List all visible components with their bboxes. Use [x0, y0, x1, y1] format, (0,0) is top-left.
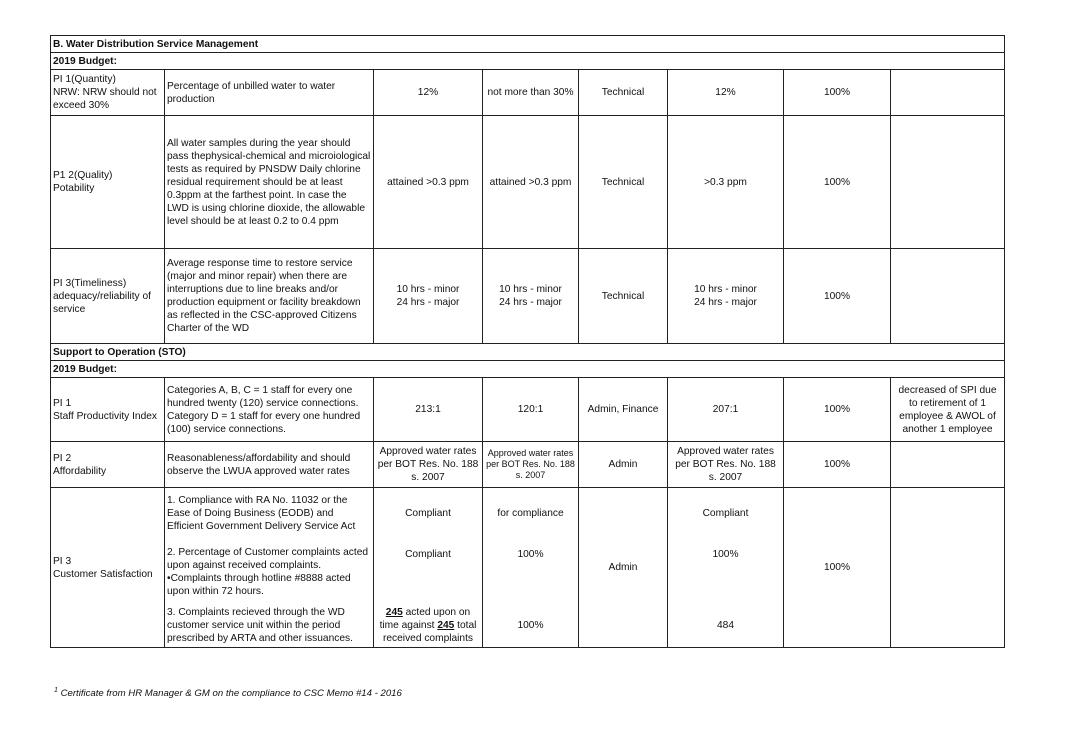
target-text: acted upon on time against [379, 606, 471, 631]
footnote-marker: 1 [54, 687, 58, 694]
target-cell: 12% [374, 70, 483, 116]
section-header-row [51, 344, 1005, 361]
unit-cell: Technical [579, 70, 668, 116]
actual-cell: Approved water rates per BOT Res. No. 188 s. 2007 [668, 442, 784, 488]
description-cell: 3. Complaints recieved through the WD customer service unit within the period prescribed by ARTA and other issuances. [165, 604, 374, 648]
target-major: 24 hrs - major [396, 297, 460, 308]
description-cell: All water samples during the year should pass thephysical-chemical and microiological tests as required by PNSDW Daily chlorine residual requirement should be at least 0.3ppm at the farthest point. In case the LWD is using chlorine dioxide, the allowable level should be at least 0.2 to 0.4 ppm [165, 116, 374, 249]
remarks-cell [891, 249, 1005, 344]
budget-row [51, 361, 1005, 378]
unit-cell: Admin [579, 442, 668, 488]
description-cell: Percentage of unbilled water to water production [165, 70, 374, 116]
actual-cell: 12% [668, 70, 784, 116]
rating-cell: 100% [784, 116, 891, 249]
unit-cell: Admin [579, 488, 668, 648]
standard-cell [483, 249, 579, 344]
budget-row [51, 53, 1005, 70]
indicator-name: Potability [53, 183, 95, 194]
indicator-cell [51, 116, 165, 249]
indicator-cell [51, 442, 165, 488]
indicator-name: Affordability [53, 465, 107, 477]
indicator-code: P1 2(Quality) [53, 170, 113, 181]
standard-cell: 120:1 [483, 378, 579, 442]
indicator-code: PI 1 [53, 397, 72, 409]
rating-cell: 100% [784, 249, 891, 344]
actual-cell: 100% [668, 540, 784, 604]
standard-cell: 100% [483, 604, 579, 648]
unit-cell: Technical [579, 116, 668, 249]
budget-label: 2019 Budget: [51, 53, 1005, 70]
target-minor: 10 hrs - minor [396, 284, 460, 295]
standard-cell: attained >0.3 ppm [483, 116, 579, 249]
description-cell: Categories A, B, C = 1 staff for every one hundred twenty (120) service connections. Category D = 1 staff for every one hundred (100) service connections. [165, 378, 374, 442]
standard-minor: 10 hrs - minor [499, 284, 562, 295]
standard-cell: not more than 30% [483, 70, 579, 116]
standard-cell: for compliance [483, 488, 579, 540]
standard-cell: Approved water rates per BOT Res. No. 188 s. 2007 [483, 442, 579, 488]
rating-cell: 100% [784, 378, 891, 442]
rating-cell: 100% [784, 70, 891, 116]
target-text-end: total received complaints [382, 619, 477, 644]
target-cell [374, 249, 483, 344]
remarks-cell [891, 116, 1005, 249]
performance-table [50, 35, 1005, 648]
section-title: B. Water Distribution Service Management [51, 36, 1005, 53]
description-cell: 2. Percentage of Customer complaints acted upon against received complaints. •Complaints through hotline #8888 acted upon within 72 hours. [165, 540, 374, 604]
target-cell: 213:1 [374, 378, 483, 442]
target-cell: Compliant [374, 488, 483, 540]
indicator-name: NRW: NRW should not exceed 30% [53, 87, 157, 111]
footnote [54, 687, 402, 699]
table-row [51, 70, 1005, 116]
table-row [51, 378, 1005, 442]
actual-minor: 10 hrs - minor [694, 284, 757, 295]
remarks-cell [891, 442, 1005, 488]
section-title: Support to Operation (STO) [51, 344, 1005, 361]
actual-cell [668, 249, 784, 344]
remarks-cell [891, 70, 1005, 116]
description-cell: Average response time to restore service (major and minor repair) when there are interruptions due to line breaks and/or production equipment or facility breakdown as reflected in the CSC-approved Citizens Charter of the WD [165, 249, 374, 344]
description-cell: Reasonableness/affordability and should observe the LWUA approved water rates [165, 442, 374, 488]
table-row [51, 116, 1005, 249]
actual-cell: >0.3 ppm [668, 116, 784, 249]
indicator-cell [51, 488, 165, 648]
table-row [51, 442, 1005, 488]
actual-cell: Compliant [668, 488, 784, 540]
unit-cell: Admin, Finance [579, 378, 668, 442]
target-cell: Approved water rates per BOT Res. No. 188 s. 2007 [374, 442, 483, 488]
indicator-code: PI 2 [53, 452, 72, 464]
standard-major: 24 hrs - major [499, 297, 562, 308]
description-cell: 1. Compliance with RA No. 11032 or the Ease of Doing Business (EODB) and Efficient Government Delivery Service Act [165, 488, 374, 540]
indicator-name: Staff Productivity Index [53, 410, 158, 422]
target-cell [374, 604, 483, 648]
budget-label: 2019 Budget: [51, 361, 1005, 378]
rating-cell: 100% [784, 488, 891, 648]
acted-count: 245 [385, 606, 403, 618]
indicator-name: PI 3(Timeliness) adequacy/reliability of service [53, 277, 151, 315]
unit-cell: Technical [579, 249, 668, 344]
standard-cell: 100% [483, 540, 579, 604]
actual-cell: 207:1 [668, 378, 784, 442]
rating-cell: 100% [784, 442, 891, 488]
indicator-cell [51, 378, 165, 442]
indicator-cell [51, 249, 165, 344]
indicator-cell [51, 70, 165, 116]
target-cell: Compliant [374, 540, 483, 604]
target-cell: attained >0.3 ppm [374, 116, 483, 249]
footnote-text: Certificate from HR Manager & GM on the compliance to CSC Memo #14 - 2016 [57, 688, 402, 700]
table-row [51, 249, 1005, 344]
remarks-cell [891, 488, 1005, 648]
table-row [51, 488, 1005, 540]
indicator-code: PI 3 [53, 555, 72, 567]
actual-major: 24 hrs - major [694, 297, 757, 308]
remarks-cell: decreased of SPI due to retirement of 1 employee & AWOL of another 1 employee [891, 378, 1005, 442]
indicator-code: PI 1(Quantity) [53, 74, 116, 85]
section-header-row [51, 36, 1005, 53]
received-count: 245 [437, 619, 455, 631]
indicator-name: Customer Satisfaction [53, 568, 153, 580]
actual-cell: 484 [668, 604, 784, 648]
